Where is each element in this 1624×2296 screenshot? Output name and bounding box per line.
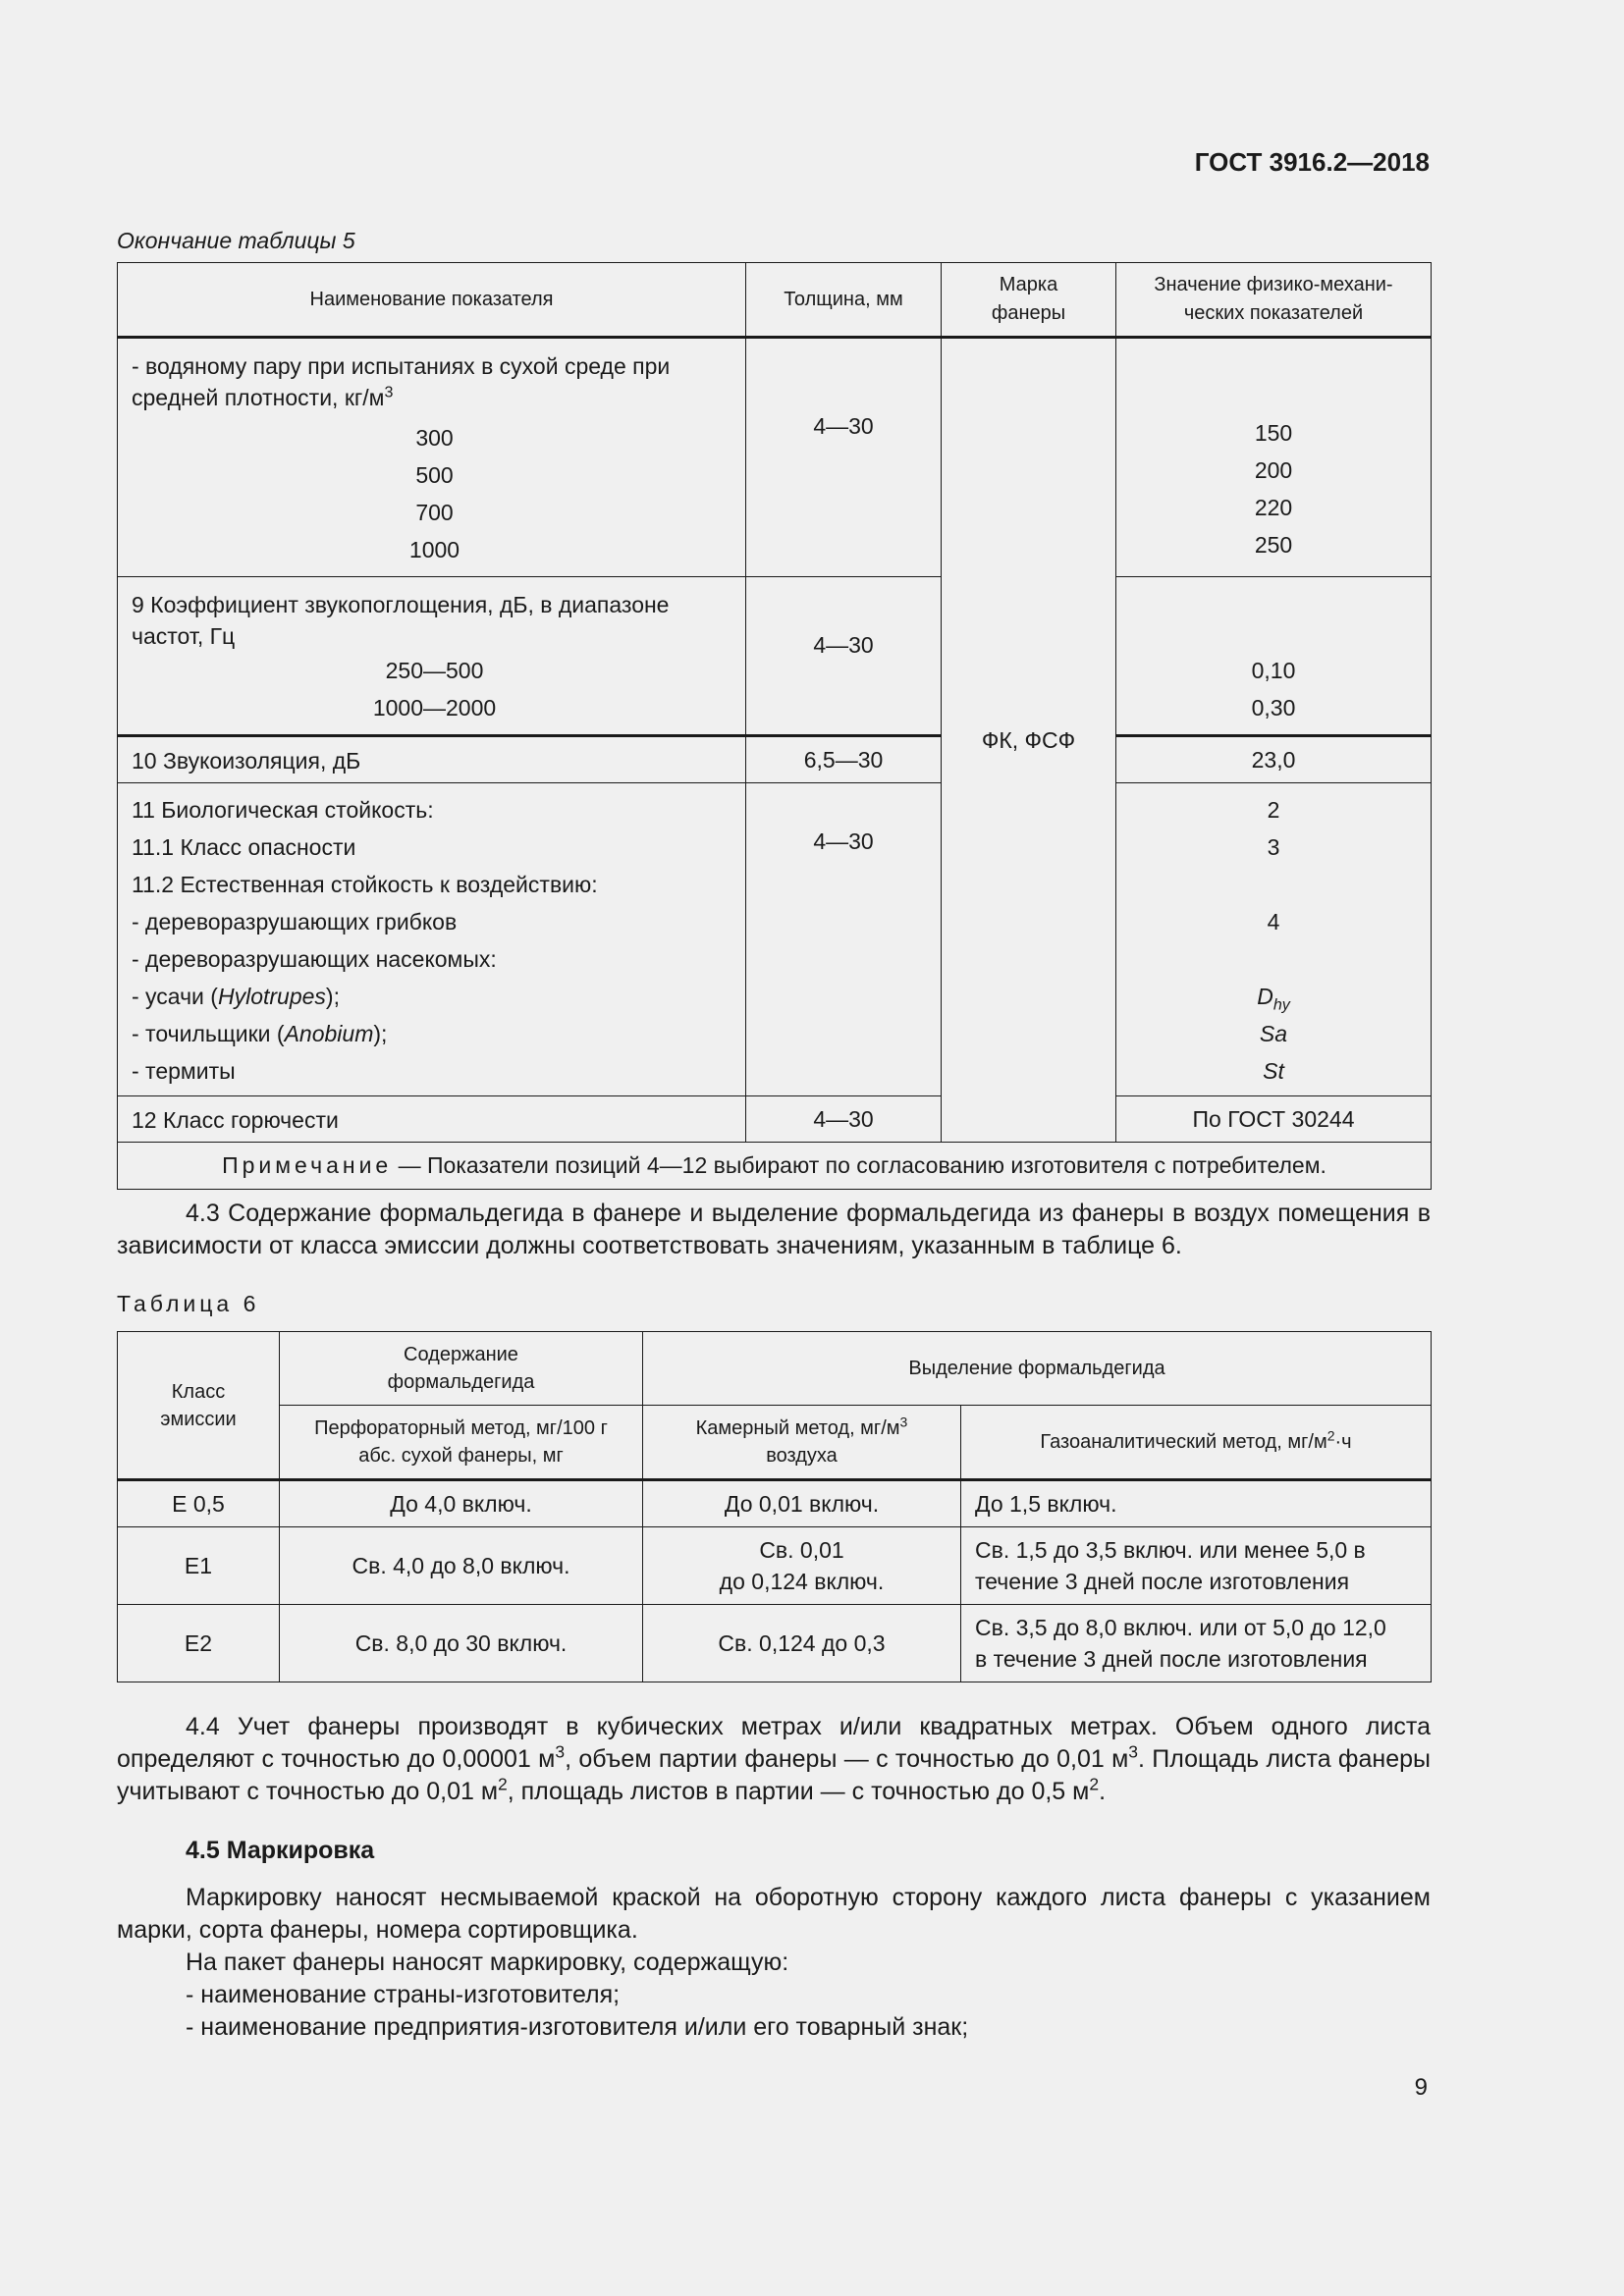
table-5 <box>117 262 1432 1190</box>
row-values: 150 200 220 250 <box>1116 338 1432 577</box>
paragraph-4-4: 4.4 Учет фанеры производят в кубических метрах и/или квадратных метрах. Объем одного листа определяют с точностью до 0,00001 $м^3$, объем партии фанеры — с точностью до 0,01 $м^3$. Площадь листа фанеры учитывают с точностью до 0,01 $м^2$, площадь листов в партии — с точностью до 0,5 $м^2$. <box>117 1713 1431 1805</box>
section-4-5-title: 4.5 Маркировка <box>186 1837 375 1864</box>
row-label: - водяному пару при испытаниях в сухой среде при средней плотности, $кг/м^3$ 300 500 700 1000 <box>118 338 746 577</box>
row-values: 0,10 0,30 <box>1116 577 1432 736</box>
row-label: 12 Класс горючести <box>118 1096 746 1143</box>
list-item: - наименование предприятия-изготовителя и/или его товарный знак; <box>186 2013 969 2041</box>
row-label: 10 Звукоизоляция, дБ <box>118 736 746 783</box>
row-value: По ГОСТ 30244 <box>1116 1096 1432 1143</box>
table-row <box>118 1096 1432 1143</box>
table5-note-row <box>118 1143 1432 1190</box>
table6-header-content: Содержание формальдегида <box>280 1332 643 1406</box>
cell-chamber: Св. 0,01 до 0,124 включ. <box>643 1527 961 1605</box>
table5-header-row <box>118 263 1432 338</box>
cell-gas: Св. 3,5 до 8,0 включ. или от 5,0 до 12,0 в течение 3 дней после изготовления <box>961 1605 1432 1682</box>
cell-gas: До 1,5 включ. <box>961 1480 1432 1527</box>
cell-perforator: Св. 8,0 до 30 включ. <box>280 1605 643 1682</box>
table6-header-row <box>118 1332 1432 1406</box>
table6-header-class: Класс эмиссии <box>118 1332 280 1480</box>
row-thickness: 4—30 <box>746 783 942 1096</box>
table6-caption: Таблица 6 <box>117 1291 260 1316</box>
table-6 <box>117 1331 1432 1682</box>
table-row <box>118 338 1432 577</box>
table-row <box>118 1605 1432 1682</box>
table-row <box>118 736 1432 783</box>
table-row <box>118 1480 1432 1527</box>
table5-header-thickness: Толщина, мм <box>746 263 942 338</box>
cell-chamber: До 0,01 включ. <box>643 1480 961 1527</box>
table5-brand-cell: ФК, ФСФ <box>942 338 1116 1143</box>
table5-note: Примечание — Показатели позиций 4—12 выбирают по согласованию изготовителя с потребителем. <box>118 1143 1432 1190</box>
paragraph-4-3: 4.3 Содержание формальдегида в фанере и выделение формальдегида из фанеры в воздух помещения в зависимости от класса эмиссии должны соответствовать значениям, указанным в таблице 6. <box>117 1200 1431 1259</box>
list-item: - наименование страны-изготовителя; <box>186 1981 621 2008</box>
table6-header-perforator: Перфораторный метод, мг/100 г абс. сухой фанеры, мг <box>280 1406 643 1480</box>
table5-header-brand: Марка фанеры <box>942 263 1116 338</box>
page-number: 9 <box>1414 2074 1428 2101</box>
table-row <box>118 577 1432 736</box>
table-row <box>118 1527 1432 1605</box>
paragraph-4-5-pack: На пакет фанеры наносят маркировку, содержащую: <box>186 1949 789 1976</box>
row-thickness: 4—30 <box>746 1096 942 1143</box>
row-label: 11 Биологическая стойкость: 11.1 Класс опасности 11.2 Естественная стойкость к воздействию: - дереворазрушающих грибков - дереворазрушающих насекомых: - усачи (Hylotrupes); - точильщики (Anobium); - термиты <box>118 783 746 1096</box>
row-thickness: 4—30 <box>746 338 942 577</box>
table-row <box>118 783 1432 1096</box>
table6-header-release: Выделение формальдегида <box>643 1332 1432 1406</box>
table6-header-gas: Газоаналитический метод, $мг/м^2\cdot ч$ <box>961 1406 1432 1480</box>
row-thickness: 6,5—30 <box>746 736 942 783</box>
table6-header-chamber: Камерный метод, $мг/м^3$ воздуха <box>643 1406 961 1480</box>
row-value: 23,0 <box>1116 736 1432 783</box>
paragraph-4-5-marking: Маркировку наносят несмываемой краской на оборотную сторону каждого листа фанеры с указанием марки, сорта фанеры, номера сортировщика. <box>117 1884 1431 1944</box>
cell-gas: Св. 1,5 до 3,5 включ. или менее 5,0 в течение 3 дней после изготовления <box>961 1527 1432 1605</box>
table5-header-value: Значение физико-механи- ческих показателей <box>1116 263 1432 338</box>
cell-class: Е 0,5 <box>118 1480 280 1527</box>
document-header-id: ГОСТ 3916.2—2018 <box>1194 147 1430 177</box>
cell-perforator: До 4,0 включ. <box>280 1480 643 1527</box>
table5-caption: Окончание таблицы 5 <box>117 228 355 253</box>
row-values: 2 3 4 $D_{hy}$ Sa St <box>1116 783 1432 1096</box>
cell-perforator: Св. 4,0 до 8,0 включ. <box>280 1527 643 1605</box>
cell-class: Е2 <box>118 1605 280 1682</box>
table6-subheader-row <box>118 1406 1432 1480</box>
row-thickness: 4—30 <box>746 577 942 736</box>
cell-chamber: Св. 0,124 до 0,3 <box>643 1605 961 1682</box>
table5-header-name: Наименование показателя <box>118 263 746 338</box>
cell-class: Е1 <box>118 1527 280 1605</box>
row-label: 9 Коэффициент звукопоглощения, дБ, в диапазоне частот, Гц 250—500 1000—2000 <box>118 577 746 736</box>
